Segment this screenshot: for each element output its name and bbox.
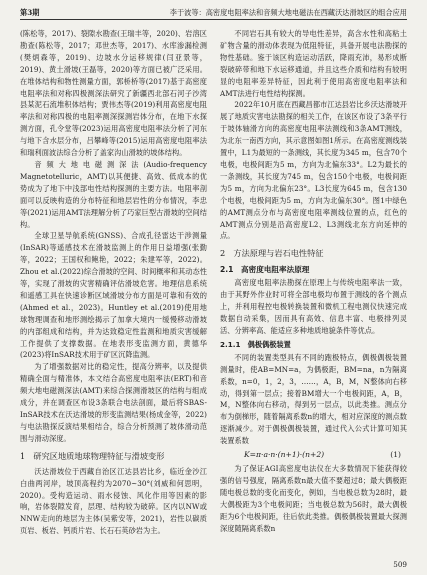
section-heading: 2 方法原理与岩石电性特征 [220, 248, 324, 259]
body-paragraph: 音频大地电磁测深法(Audio-frequency Magnetotelluric，AMT)以其便捷、高效、低成本的优势成为了地下中浅部电性结构探测的主要方法。电阻率剖面可以反映构造的分布特征和地层岩性的分布情况，李忠等(2021)运用AMT法理解分析了巧家巨型古滑坡的空间结构。 [20, 159, 207, 229]
issue-number: 第3期 [20, 8, 40, 17]
right-column [220, 28, 407, 537]
body-paragraph: 为了增强数据对比的稳定性，提高分辨率，以及提供精确全面与精准体，本文结合高密度电阻率法(ERT)和音频大地电磁测深法(AMT)来综合探测滑坡区的结构与组成成分，并在调查区布设3条联合电法剖面，最后将SBAS-InSAR技术在沃达滑坡的形变监测结果(杨成金等，2022)与电法勘探反演结果相结合，综合分析预测了坡体滑动范围与滑动深度。 [20, 362, 207, 443]
body-paragraph: 不同岩石具有较大的导电性差异，高含水性和高粘土矿物含量的滑动体表现为低阻特征，具备开展电法勘探的物性基础。鉴于该区构造运动活跃，降雨充沛，易形成断裂破碎带和地下水运移通道，并且这些介质和结构有较明显的电阻率差异特征，因此利于使用高密度电阻率法和AMT法进行电性结构探测。 [220, 29, 407, 98]
equation-body: K=π·a·n·(n+1)·(n+2) [244, 450, 325, 460]
running-title: 李于波等：高密度电阻率法和音频大地电磁法在西藏沃达滑坡区的组合应用 [169, 8, 407, 17]
equation [220, 447, 407, 463]
equation-number: (1) [390, 450, 401, 460]
two-column-body [20, 28, 407, 537]
body-paragraph: 为了保证AGI高密度电法仪在大多数情况下能获得较强的信号强度，隔离系数n最大值不要超过8；最大偶极距随电极总数的变化而变化，例如，当电极总数为28时，最大偶极距为3个电极间距；当电极总数为56时，最大偶极距为6个电极间距，往后依此类推。偶极偶极装置最大探测深度随隔离系数n [220, 464, 407, 533]
section-heading: 1 研究区地质地球物理特征与滑坡变形 [20, 450, 165, 461]
left-column [20, 28, 207, 537]
body-paragraph: 2022年10月底在西藏昌都市江达县岩比乡沃达滑坡开展了地质灾害电法勘探的相关工作，在该区布设了3条平行于坡体轴滑方向的高密度电阻率法测线和3条AMT测线，为北东一南西方向，其示意图如图1所示。在高密度测线装置中，L1为最短的一条测线，其长度为345 m，包含70个电极，电极间距为5 m，方向为北偏东33°。L2为最长的一条测线，其长度为745 m，包含150个电极，电极间距为5 m，方向为北偏东23°。L3长度为645 m，包含130个电极，电极间距为5 m，方向为北偏东30°。图1中绿色的AMT测点分布与高密度电阻率测线位置的点，红色的AMT测点分别是沿高密度L2、L3测线北东方向延伸的点。 [220, 100, 407, 241]
body-paragraph: 高密度电阻率法勘探在原理上与传统电阻率法一致，由于其野外作业时可将全部电极均布置于测线的各个测点上，并利用程控电极转换装置和微机工程电测仪快速完成数据自动采集，因而具有高效、信息丰富、电极排列灵活、分辨率高、能适应多种地质地貌条件等优点。 [220, 278, 407, 335]
subsubsection-heading: 2.1.1 偶极偶极装置 [220, 339, 291, 349]
body-paragraph: 沃达滑坡位于西藏自治区江达县岩比乡，临近金沙江白曲两河岸，坡顶高程约为2070~30°(刘威和何思明，2020)。受构造运动、雨水侵蚀、风化作用等因素的影响，岩体裂隙发育，层理、结构较为破碎。区内以NW或NNW走向的地层为主体(吴紫安等，2021)，岩性以碳质页岩、板岩、钙质片岩、长石石英砂岩为主。 [20, 466, 207, 536]
page-number: 509 [393, 560, 407, 569]
body-paragraph: 全球卫星导航系统(GNSS)、合成孔径雷达干涉测量(InSAR)等遥感技术在滑坡监测上的作用日益增强(张勤等，2022；王国权和鲍艳，2022；朱建军等，2022)。Zhou et al.(2022)综合滑坡的空间、时间概率和其动态性等，实现了滑坡的灾害精确评估滑坡危害。地理信息系统和遥感工具在快速诊断区域滑坡分布方面是可靠和有效的(Ahmed et al.，2023)。Huntley et al.(2019)使用地球物理调查和地形测绘揭示了加拿大境内一缓慢移动滑坡的内部组成和结构，并为达致稳定性监测和地质灾害缓解工作提供了支撑数据。在地表形变监测方面，黄德华(2023)将InSAR技术用于矿区沉降监测。 [20, 231, 207, 360]
subsection-heading: 2.1 高密度电阻率法原理 [220, 265, 310, 275]
body-paragraph: (陈松等，2017)、裂隙水勘查(王瑞丰等，2020)、岩溶区勘查(陈松等，2017；邓世杰等，2017)、水库渗漏检测(樊炳森等，2019)、边坡水分运移规律(闫亚景等，2019)、黄土滑坡(王磊等，2020)等方面已被广泛采用。在堆体结构和物性测量方面，郭桥桥等(2017)基于高密度电阻率法和对称四极测深法研究了新疆西北部石河子沙湾县某泥石流堆积体结构；贾伟杰等(2019)利用高密度电阻率法和对称四极的电阻率测深探测岩体分布，在地下水探测方面，孔令堂等(2023)运用高密度电阻率法分析了河东与地下含水层分布，吕攀峰等(2015)运用高密度电阻率法和瑞利面波法综合分析了盖家沟山滑坡的坡体结构。 [20, 29, 207, 158]
running-header [20, 8, 407, 20]
body-paragraph: 不同的装置类型具有不同的跑极特点，偶极偶极装置测量时，使AB=MN=a，为偶极距，BM=na，n为隔离系数，n=0，1，2，3，……，A，B，M，N整体向右移动，得到第一层点；接着BM增大一个电极间距，A，B，M，N整体向右移动，得到另一层点，以此类推。测点分布为倒梯形，随着隔离系数n的增大，相对应深度的测点数逐渐减少。对于偶极偶极装置，通过代入公式计算可知其装置系数 [220, 352, 407, 446]
